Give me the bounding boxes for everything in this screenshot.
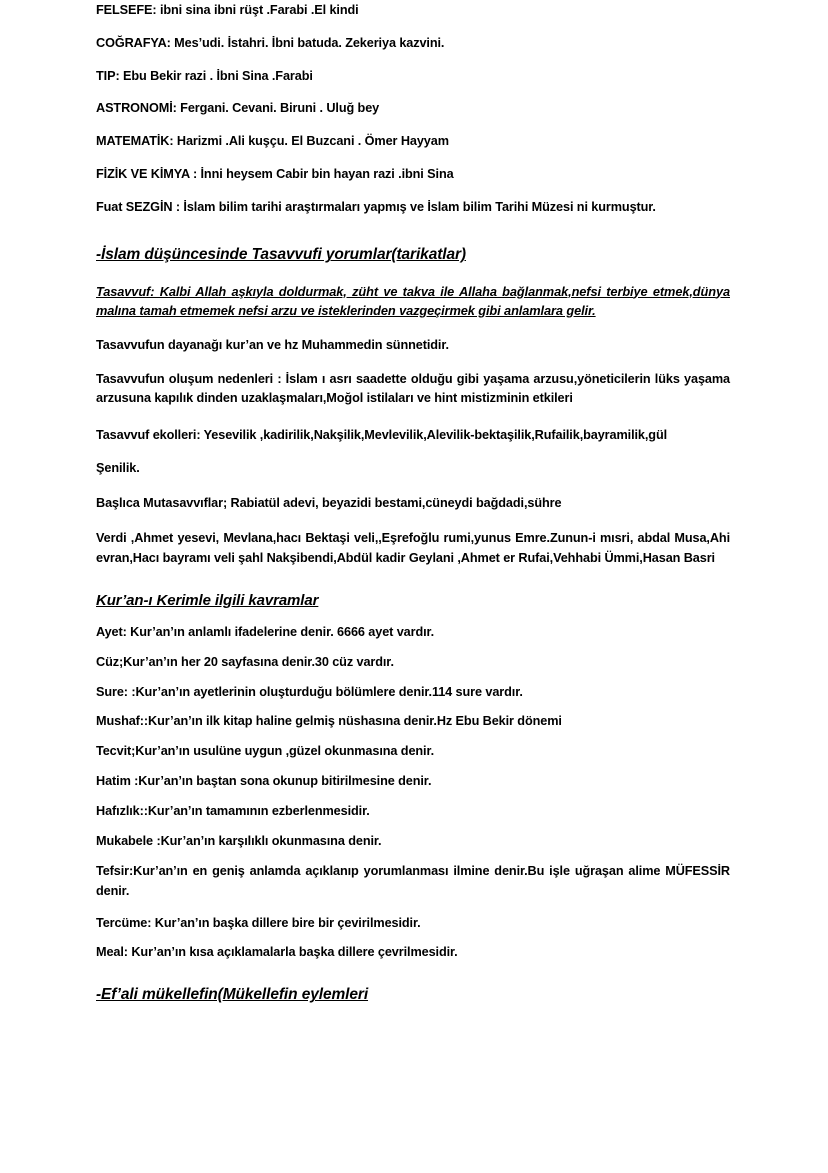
paragraph-meal: Meal: Kur’an’ın kısa açıklamalarla başka dillere çevrilmesidir.	[96, 945, 458, 960]
document-page	[0, 2, 828, 1173]
paragraph-tasavvuf-dayanagi: Tasavvufun dayanağı kur’an ve hz Muhammedin sünnetidir.	[96, 337, 449, 352]
paragraph-cografya: COĞRAFYA: Mes’udi. İstahri. İbni batuda. Zekeriya kazvini.	[96, 35, 445, 50]
paragraph-mushaf: Mushaf::Kur’an’ın ilk kitap haline gelmiş nüshasına denir.Hz Ebu Bekir dönemi	[96, 714, 562, 729]
paragraph-sure: Sure: :Kur’an’ın ayetlerinin oluşturduğu bölümlere denir.114 sure vardır.	[96, 684, 523, 699]
paragraph-tasavvuf-ekolleri-cont: Şenilik.	[96, 460, 140, 475]
paragraph-mutasavviflar-cont: Verdi ,Ahmet yesevi, Mevlana,hacı Bektaşi veli,,Eşrefoğlu rumi,yunus Emre.Zunun-i mısri, abdal Musa,Ahi evran,Hacı bayramı veli şahl Nakşibendi,Abdül kadir Geylani ,Ahmet er Rufai,Vehhabi Ümmi,Hasan Basri	[96, 531, 730, 565]
heading-tasavvufi-yorumlar-text: -İslam düşüncesinde Tasavvufi yorumlar(tarikatlar)	[96, 246, 466, 264]
paragraph-tip: TIP: Ebu Bekir razi . İbni Sina .Farabi	[96, 68, 313, 83]
paragraph-mukabele: Mukabele :Kur’an’ın karşılıklı okunmasına denir.	[96, 833, 382, 848]
paragraph-tercume: Tercüme: Kur’an’ın başka dillere bire bir çevirilmesidir.	[96, 915, 421, 930]
paragraph-mutasavviflar: Başlıca Mutasavvıflar; Rabiatül adevi, beyazidi bestami,cüneydi bağdadi,sühre	[96, 495, 562, 510]
paragraph-tecvit: Tecvit;Kur’an’ın usulüne uygun ,güzel okunmasına denir.	[96, 744, 435, 759]
paragraph-fizik-kimya: FİZİK VE KİMYA : İnni heysem Cabir bin hayan razi .ibni Sina	[96, 166, 454, 181]
paragraph-tasavvuf-ekolleri: Tasavvuf ekolleri: Yesevilik ,kadirilik,Nakşilik,Mevlevilik,Alevilik-bektaşilik,Rufailik,bayramilik,gül	[96, 428, 668, 443]
paragraph-tefsir: Tefsir:Kur’an’ın en geniş anlamda açıklanıp yorumlanması ilmine denir.Bu işle uğraşan alime MÜFESSİR denir.	[96, 864, 730, 898]
heading-tasavvufi-yorumlar	[96, 245, 730, 265]
paragraph-fuat-sezgin: Fuat SEZGİN : İslam bilim tarihi araştırmaları yapmış ve İslam bilim Tarihi Müzesi ni kurmuştur.	[96, 199, 656, 214]
paragraph-ayet: Ayet: Kur’an’ın anlamlı ifadelerine denir. 6666 ayet vardır.	[96, 625, 435, 640]
heading-kuran-kavramlar-text: Kur’an-ı Kerimle ilgili kavramlar	[96, 591, 319, 609]
tasavvuf-definition: Tasavvuf: Kalbi Allah aşkıyla doldurmak, züht ve takva ile Allaha bağlanmak,nefsi terbiye etmek,dünya malına tamah etmemek nefsi arzu ve isteklerinden vazgeçirmek gibi anlamlara gelir.	[96, 283, 730, 318]
paragraph-cuz: Cüz;Kur’an’ın her 20 sayfasına denir.30 cüz vardır.	[96, 654, 394, 669]
heading-kuran-kavramlar	[96, 591, 730, 611]
heading-efali-mukellefin	[96, 985, 730, 1005]
paragraph-astronomi: ASTRONOMİ: Fergani. Cevani. Biruni . Uluğ bey	[96, 101, 380, 116]
paragraph-tasavvuf-olusum: Tasavvufun oluşum nedenleri : İslam ı asrı saadette olduğu gibi yaşama arzusu,yöneticilerin lüks yaşama arzusuna kapılık dinden uzaklaşmaları,Moğol istilaları ve hint mistizminin etkileri	[96, 371, 730, 406]
paragraph-felsefe: FELSEFE: ibni sina ibni rüşt .Farabi .El kindi	[96, 3, 359, 17]
paragraph-hatim: Hatim :Kur’an’ın baştan sona okunup bitirilmesine denir.	[96, 774, 432, 789]
heading-efali-mukellefin-text: -Ef’ali mükellefin(Mükellefin eylemleri	[96, 986, 369, 1004]
paragraph-hafizlik: Hafızlık::Kur’an’ın tamamının ezberlenmesidir.	[96, 803, 370, 818]
paragraph-matematik: MATEMATİK: Harizmi .Ali kuşçu. El Buzcani . Ömer Hayyam	[96, 134, 449, 149]
